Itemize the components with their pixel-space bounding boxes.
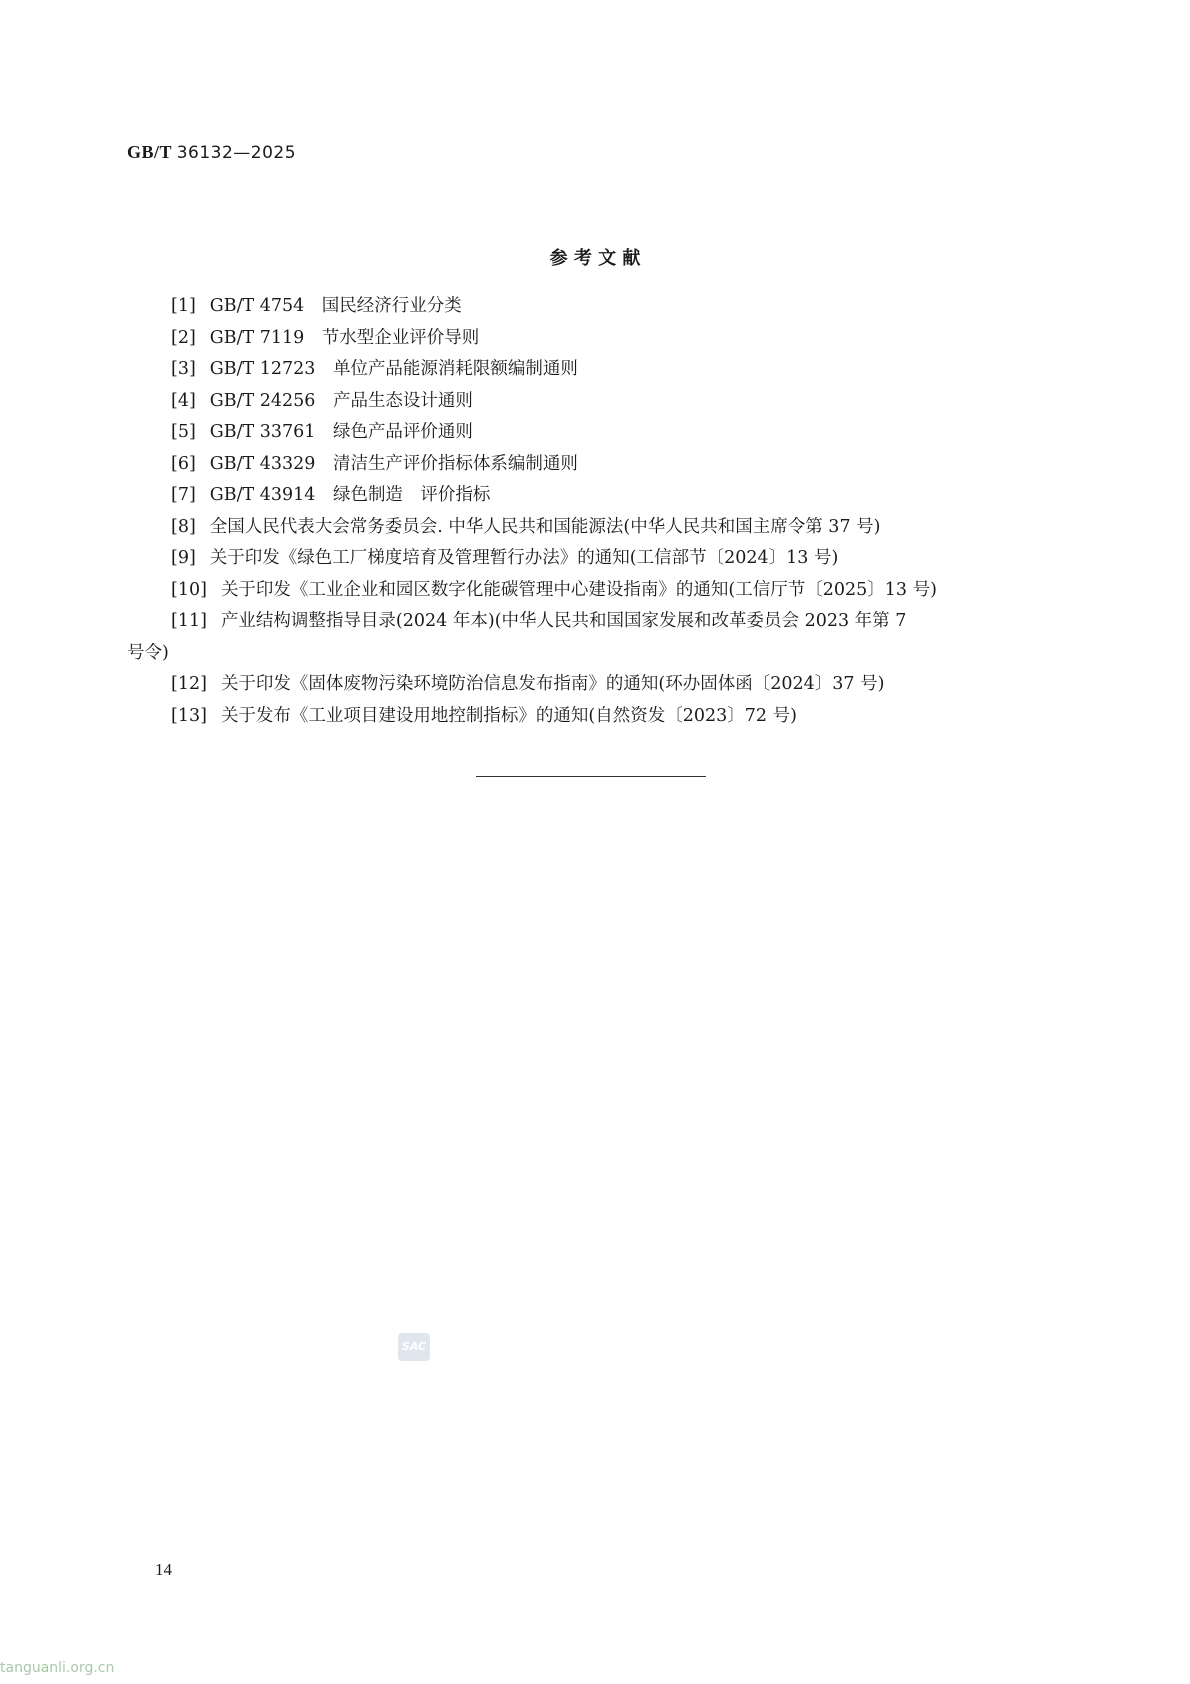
code-number: 36132—2025 [176, 143, 297, 163]
reference-text: 关于发布《工业项目建设用地控制指标》的通知(自然资发〔2023〕72 号) [220, 705, 797, 726]
reference-text: 产业结构调整指导目录(2024 年本)(中华人民共和国国家发展和改革委员会 2023 年第 7 [220, 611, 907, 631]
reference-item [127, 512, 1057, 544]
reference-item [127, 575, 1057, 607]
reference-number: [12] [171, 674, 207, 694]
reference-text: 关于印发《绿色工厂梯度培育及管理暂行办法》的通知(工信部节〔2024〕13 号) [209, 548, 839, 568]
section-title: 参 考 文 献 [549, 248, 641, 269]
reference-item [127, 449, 1057, 481]
reference-text-continuation: 号令) [127, 642, 169, 663]
reference-text: GB/T 7119 节水型企业评价导则 [209, 327, 480, 348]
page-number: 14 [155, 1560, 172, 1579]
reference-item [127, 701, 1057, 733]
reference-item [127, 669, 1057, 701]
reference-number: [7] [171, 485, 196, 505]
reference-text: GB/T 4754 国民经济行业分类 [209, 296, 462, 316]
document-code [127, 142, 296, 163]
end-rule [476, 776, 706, 777]
reference-item [127, 354, 1057, 386]
reference-number: [4] [171, 390, 196, 411]
reference-item [127, 417, 1057, 449]
sac-logo-icon: SAC [398, 1333, 430, 1361]
reference-number: [2] [171, 327, 196, 348]
reference-number: [11] [171, 611, 207, 631]
reference-text: 关于印发《固体废物污染环境防治信息发布指南》的通知(环办固体函〔2024〕37 号) [220, 674, 885, 694]
watermark: tanguanli.org.cn [0, 1660, 115, 1676]
reference-text: 关于印发《工业企业和园区数字化能碳管理中心建设指南》的通知(工信厅节〔2025〕13 号) [220, 579, 937, 600]
reference-number: [10] [171, 579, 207, 600]
reference-item [127, 480, 1057, 512]
reference-number: [9] [171, 548, 196, 568]
reference-text: GB/T 43914 绿色制造 评价指标 [209, 485, 491, 505]
reference-item [127, 386, 1057, 418]
code-prefix: GB/T [127, 142, 172, 162]
reference-number: [1] [171, 296, 196, 316]
reference-item [127, 543, 1057, 575]
reference-text: GB/T 43329 清洁生产评价指标体系编制通则 [209, 453, 578, 474]
reference-text: GB/T 12723 单位产品能源消耗限额编制通则 [209, 359, 578, 379]
reference-number: [8] [171, 516, 196, 537]
reference-number: [6] [171, 453, 196, 474]
reference-text: 全国人民代表大会常务委员会. 中华人民共和国能源法(中华人民共和国主席令第 37 号) [209, 516, 881, 537]
reference-text: GB/T 33761 绿色产品评价通则 [209, 422, 473, 442]
reference-item [127, 606, 1057, 669]
reference-item [127, 291, 1057, 323]
reference-list [127, 291, 1057, 732]
reference-item [127, 323, 1057, 355]
reference-text: GB/T 24256 产品生态设计通则 [209, 390, 473, 411]
reference-number: [5] [171, 422, 196, 442]
reference-number: [13] [171, 705, 207, 726]
reference-number: [3] [171, 359, 196, 379]
